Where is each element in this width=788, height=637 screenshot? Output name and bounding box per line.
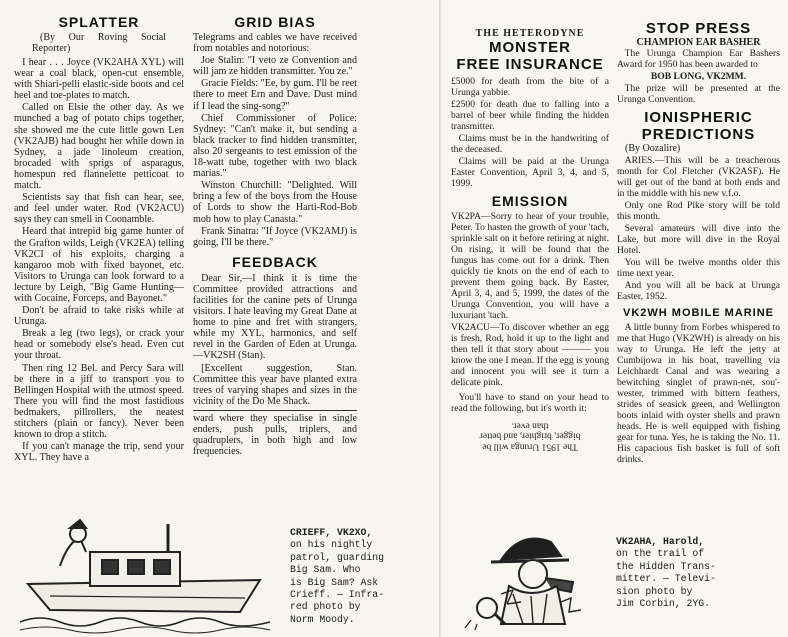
- splatter-paragraph: Don't be afraid to take risks while at Urunga.: [14, 305, 184, 328]
- grid-bias-intro: Telegrams and cables we have received from notables and notorious:: [193, 32, 357, 55]
- prediction-paragraph: You will be twelve months older this time next year.: [617, 257, 780, 279]
- ionispheric-byline: (By Oozalire): [625, 143, 681, 154]
- caption-line: the Hidden Trans-: [616, 560, 716, 572]
- feedback-paragraph: [Excellent suggestion, Stan. Committee this year have planted extra trees of varying shapes and sizes in the vicinity of the Do Me Shack.: [193, 362, 357, 407]
- crieff-caption: [290, 527, 440, 626]
- grid-bias-title: GRID BIAS: [234, 14, 316, 30]
- grid-bias-paragraph: Gracie Fields: "Ee, by gum. I'll be reet there to meet Ern and Dave. Dust mind if I lead the sing-song?": [193, 78, 357, 112]
- stop-press-paragraph: The Urunga Champion Ear Bashers Award for 1950 has been awarded to: [617, 48, 780, 70]
- caption-line: mitter. — Televi-: [616, 573, 716, 585]
- caption-line: red photo by: [290, 601, 361, 613]
- heterodyne-kicker: THE HETERODYNE: [475, 28, 585, 39]
- monster-title: MONSTER: [489, 39, 571, 56]
- prediction-paragraph: ARIES.—This will be a treacherous month for Col Fletcher (VK2ASF). He will get out of the band at both ends and in the middle with his new v.f.o.: [617, 155, 780, 199]
- caption-line: Jim Corbin, 2YG.: [616, 598, 711, 610]
- feedback-rule: [193, 410, 357, 411]
- grid-bias-column: [193, 14, 357, 458]
- upside-line: bigger, brighter, and better: [479, 431, 581, 441]
- stop-press-title: STOP PRESS: [645, 20, 752, 37]
- ionispheric-title: IONISPHERIC: [644, 109, 753, 126]
- mobile-marine-title: VK2WH MOBILE MARINE: [623, 307, 774, 319]
- stop-press-paragraph: The prize will be presented at the Urunga Convention.: [617, 83, 780, 105]
- splatter-byline: (By Our Roving Social Reporter): [32, 32, 166, 54]
- splatter-paragraph: I hear . . . Joyce (VK2AHA XYL) will wear a coal black, open-cut ensemble, with Shiari-pelli elastic-side boots and cel heel and toe-plates to match.: [14, 57, 184, 102]
- grid-bias-paragraph: Joe Stalin: "I veto ze Convention and will jam ze hidden transmitter. You ze.": [193, 55, 357, 78]
- caption-line: Crieff. — Infra-: [290, 589, 385, 601]
- grid-bias-paragraph: Frank Sinatra: "If Joyce (VK2AMJ) is going, I'll be there.": [193, 225, 357, 248]
- caption-line: sion photo by: [616, 585, 693, 597]
- splatter-paragraph: If you can't manage the trip, send your XYL. They have a: [14, 441, 184, 464]
- insurance-paragraph: £5000 for death from the bite of a Urunga yabbie.: [451, 76, 609, 98]
- prediction-paragraph: Only one Rod Pike story will be told this month.: [617, 200, 780, 222]
- caption-line: VK2AHA, Harold,: [616, 536, 705, 547]
- caption-line: on his nightly: [290, 539, 373, 551]
- grid-bias-paragraph: Chief Commissioner of Police: Sydney: "Can't make it, but sending a black tracker to find hidden transmitter, also 20 sergeants to test emission of the 18-watt tube, together with two black marias.": [193, 112, 357, 180]
- free-insurance-title: FREE INSURANCE: [456, 56, 604, 73]
- insurance-paragraph: Claims will be paid at the Urunga Easter Convention, April 3, 4, and 5, 1999.: [451, 156, 609, 189]
- prediction-paragraph: And you will all be back at Urunga Easter, 1952.: [617, 280, 780, 302]
- caption-line: Big Sam. Who: [290, 564, 361, 576]
- caption-line: patrol, guarding: [290, 551, 385, 563]
- crieff-boat-illustration: [20, 514, 270, 632]
- insurance-paragraph: £2500 for death due to falling into a barrel of beer while finding the hidden transmitter.: [451, 99, 609, 132]
- splatter-paragraph: Scientists say that fish can hear, see, and feel under water. Rod (VK2ACU) says they can smell in Coonamble.: [14, 192, 184, 226]
- splatter-paragraph: Called on Elsie the other day. As we munched a bag of potato chips together, she showed me the cute little gown Len (VK2AJB) had bought her while down in Sydney, a jade linoleum creation, brocaded with sprigs of asparagus, homespun red flannelette petticoat to match.: [14, 102, 184, 192]
- heterodyne-column: [451, 28, 609, 452]
- detective-drawing: [465, 539, 581, 630]
- caption-line: Norm Moody.: [290, 613, 355, 625]
- feedback-paragraph: ward where they specialise in single enders, push pulls, triplers, and quadruplers, in both high and low frequencies.: [193, 412, 357, 458]
- stop-press-subtitle: CHAMPION EAR BASHER: [636, 37, 761, 48]
- emission-paragraph: VK2ACU—To discover whether an egg is fresh, Rod, hold it up to the light and then tell it that story about ——— you know the one I mean. If the egg is young and innocent you will see it turn a delicate pink.: [451, 322, 609, 388]
- splatter-paragraph: Heard that intrepid big game hunter of the Grafton wilds, Leigh (VK2EA) telling VK2CI of his exploits, charging a kangaroo mob with fixed bayonet, etc. Visitors to Urunga can look forward to a lecture by Leigh, "Big Game Hunting—with Cocaine, Forceps, and Bayonet.": [14, 226, 184, 304]
- stop-press-winner: BOB LONG, VK2MM.: [650, 71, 747, 82]
- splatter-paragraph: Then ring 12 Bel. and Percy Sara will be there in a jiff to transport you to Bellingen Hospital with the utmost speed. There you will find the most fastidious bedmakers, pillrollers, the neatest stitchers (plain or fancy). Never been known to drop a stitch.: [14, 362, 184, 441]
- detective-illustration: [461, 520, 601, 630]
- predictions-title: PREDICTIONS: [641, 126, 756, 143]
- upside-down-message: [451, 420, 609, 452]
- upside-line: than ever.: [511, 420, 549, 431]
- feedback-paragraph: Dear Sir,—I think it is time the Committee provided attractions and facilities for the canine pets of Urunga visitors. I hate leaving my Great Dane at home to pine and fret with strangers, while my XYL, harmonics, and self revel in the Garden of Eden at Urunga.—VK2SH (Stan).: [193, 272, 357, 362]
- insurance-paragraph: Claims must be in the handwriting of the deceased.: [451, 133, 609, 155]
- emission-title: EMISSION: [491, 193, 569, 209]
- emission-paragraph: VK2PA—Sorry to hear of your trouble, Peter. To hasten the growth of your 'tach, sprinkle salt on it before retiring at night. On rising, it will be found that the fungus has come out for a drink. Then quickly tie knots on the end of each to prevent them going back. By Easter, April 3, 4, and 5, 1999, the dates of the Urunga Convention, you will have a luxuriant 'tach.: [451, 211, 609, 321]
- upside-line: The 1951 Urunga will be: [482, 441, 578, 452]
- stop-press-column: [617, 20, 780, 466]
- mobile-marine-paragraph: A little bunny from Forbes whispered to me that Hugo (VK2WH) is already on his way to Urunga. He left the jetty at Cumbijowa in his boat, travelling via Leichhardt Canal and was wearing a bewitching singlet of prawn-net, sou'-wester, trimmed with bittern feathers, strides of seasick green, and Wellington boots inlaid with oyster shells and prawn heads. He is well equipped with fishing gear for tuna. Yes, he is taking the No. 11. His capacious fish basket is full of soft drinks.: [617, 322, 780, 465]
- emission-paragraph: You'll have to stand on your head to read the following, but it's worth it:: [451, 392, 609, 414]
- harold-caption: [616, 536, 776, 610]
- caption-line: is Big Sam? Ask: [290, 576, 379, 588]
- splatter-title: SPLATTER: [58, 14, 140, 30]
- caption-line: CRIEFF, VK2XO,: [290, 527, 373, 538]
- caption-line: on the trail of: [616, 548, 705, 560]
- right-page: [441, 0, 788, 637]
- grid-bias-paragraph: Winston Churchill: "Delighted. Will bring a few of the boys from the House of Lords to show the Harti-Rod-Bob mob how to play Canasta.": [193, 180, 357, 225]
- splatter-paragraph: Break a leg (two legs), or crack your head or somebody else's head. Even cut your throat.: [14, 328, 184, 362]
- feedback-title: FEEDBACK: [232, 253, 318, 270]
- boat-drawing: [20, 520, 270, 633]
- splatter-column: [14, 14, 184, 464]
- prediction-paragraph: Several amateurs will dive into the Lake, but more will dive in the Royal Hotel.: [617, 223, 780, 256]
